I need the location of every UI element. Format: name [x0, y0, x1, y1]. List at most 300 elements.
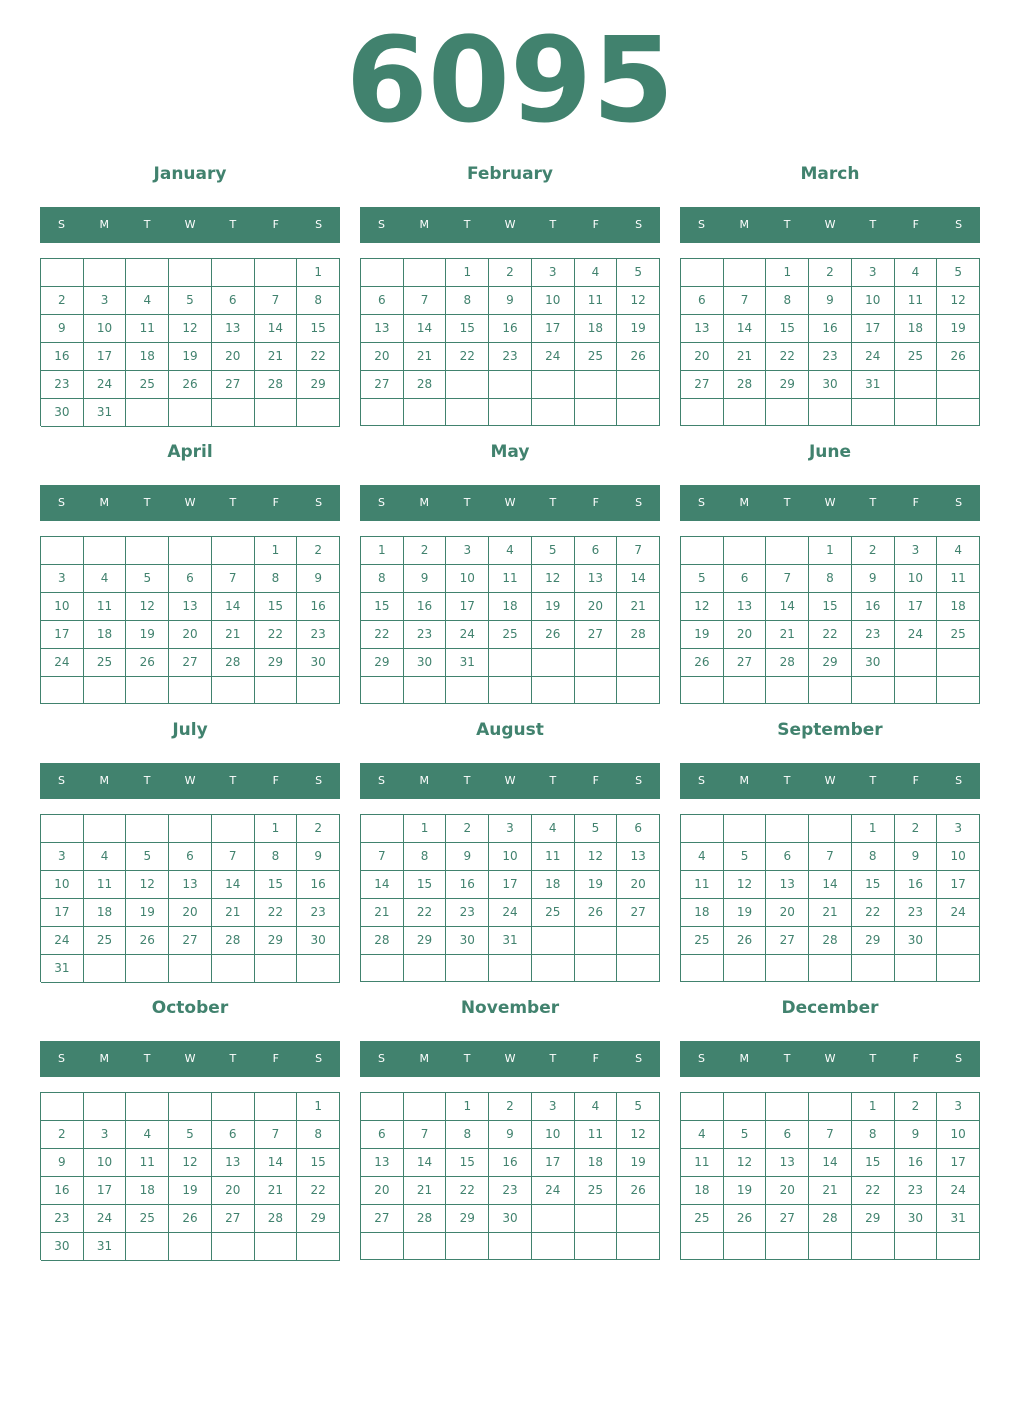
weekday-label: T: [783, 218, 791, 231]
empty-day-cell: [255, 1093, 298, 1121]
day-cell: 16: [41, 1177, 84, 1205]
weekday-label: S: [315, 218, 323, 231]
day-cell: 27: [169, 927, 212, 955]
empty-day-cell: [361, 399, 404, 426]
day-cell: 21: [361, 899, 404, 927]
weekday-header: [40, 763, 340, 799]
day-cell: 21: [809, 899, 852, 927]
empty-day-cell: [169, 1093, 212, 1121]
day-cell: 16: [809, 315, 852, 343]
day-cell: 26: [575, 899, 618, 927]
day-cell: 5: [724, 1121, 767, 1149]
empty-day-cell: [766, 815, 809, 843]
day-cell: 6: [575, 537, 618, 565]
empty-day-cell: [361, 259, 404, 287]
weekday-label: F: [912, 496, 919, 509]
weekday-label: M: [419, 1052, 430, 1065]
weekday-label: S: [315, 1052, 323, 1065]
day-cell: 11: [575, 1121, 618, 1149]
day-cell: 20: [212, 343, 255, 371]
weekday-label: S: [57, 1052, 65, 1065]
day-cell: 11: [532, 843, 575, 871]
day-cell: 29: [852, 927, 895, 955]
empty-day-cell: [404, 259, 447, 287]
empty-day-cell: [404, 1093, 447, 1121]
day-cell: 16: [297, 871, 340, 899]
day-cell: 20: [681, 343, 724, 371]
day-cell: 8: [852, 843, 895, 871]
weekday-header: [680, 763, 980, 799]
weekday-label: S: [635, 774, 643, 787]
day-cell: 8: [297, 287, 340, 315]
empty-day-cell: [532, 399, 575, 426]
day-cell: 8: [446, 1121, 489, 1149]
day-cell: 4: [489, 537, 532, 565]
day-cell: 11: [895, 287, 938, 315]
day-cell: 22: [766, 343, 809, 371]
day-cell: 7: [212, 843, 255, 871]
empty-day-cell: [126, 259, 169, 287]
day-cell: 3: [41, 565, 84, 593]
weekday-label: T: [463, 496, 471, 509]
empty-day-cell: [681, 399, 724, 426]
day-cell: 15: [255, 593, 298, 621]
empty-day-cell: [212, 1233, 255, 1261]
day-cell: 22: [361, 621, 404, 649]
empty-day-cell: [169, 1233, 212, 1261]
day-cell: 30: [895, 927, 938, 955]
empty-day-cell: [937, 649, 980, 677]
day-cell: 28: [809, 1205, 852, 1233]
empty-day-cell: [169, 677, 212, 704]
day-cell: 19: [575, 871, 618, 899]
day-cell: 31: [41, 955, 84, 983]
day-cell: 14: [255, 315, 298, 343]
day-cell: 31: [852, 371, 895, 399]
empty-day-cell: [126, 1233, 169, 1261]
weekday-label: M: [419, 774, 430, 787]
weekday-label: S: [697, 496, 705, 509]
weekday-label: T: [229, 496, 237, 509]
weekday-label: T: [869, 774, 877, 787]
day-cell: 9: [41, 1149, 84, 1177]
day-cell: 17: [937, 1149, 980, 1177]
day-cell: 19: [532, 593, 575, 621]
day-cell: 5: [724, 843, 767, 871]
day-cell: 14: [724, 315, 767, 343]
weekday-label: W: [504, 218, 516, 231]
day-cell: 6: [681, 287, 724, 315]
day-cell: 28: [255, 1205, 298, 1233]
day-cell: 11: [937, 565, 980, 593]
day-cell: 6: [617, 815, 660, 843]
empty-day-cell: [255, 399, 298, 427]
day-cell: 20: [575, 593, 618, 621]
empty-day-cell: [255, 259, 298, 287]
day-cell: 17: [937, 871, 980, 899]
day-cell: 3: [852, 259, 895, 287]
weekday-label: T: [463, 218, 471, 231]
empty-day-cell: [766, 537, 809, 565]
day-cell: 31: [937, 1205, 980, 1233]
day-cell: 3: [84, 287, 127, 315]
day-cell: 1: [297, 259, 340, 287]
day-cell: 6: [766, 1121, 809, 1149]
day-cell: 25: [489, 621, 532, 649]
day-cell: 30: [489, 1205, 532, 1233]
day-cell: 12: [617, 287, 660, 315]
empty-day-cell: [617, 649, 660, 677]
weekday-label: S: [635, 1052, 643, 1065]
empty-day-cell: [617, 1205, 660, 1233]
day-cell: 24: [937, 1177, 980, 1205]
weekday-label: T: [869, 1052, 877, 1065]
day-cell: 11: [575, 287, 618, 315]
day-cell: 23: [446, 899, 489, 927]
day-cell: 19: [617, 315, 660, 343]
empty-day-cell: [404, 955, 447, 982]
day-grid: [40, 536, 340, 704]
day-cell: 2: [895, 815, 938, 843]
day-cell: 13: [617, 843, 660, 871]
day-cell: 14: [766, 593, 809, 621]
weekday-label: F: [912, 218, 919, 231]
empty-day-cell: [895, 677, 938, 704]
day-cell: 29: [255, 649, 298, 677]
empty-day-cell: [617, 399, 660, 426]
day-cell: 28: [617, 621, 660, 649]
empty-day-cell: [297, 955, 340, 983]
day-cell: 18: [84, 899, 127, 927]
day-cell: 30: [809, 371, 852, 399]
day-cell: 15: [361, 593, 404, 621]
weekday-header: [360, 1041, 660, 1077]
day-cell: 5: [126, 565, 169, 593]
empty-day-cell: [724, 259, 767, 287]
day-cell: 23: [297, 621, 340, 649]
day-cell: 22: [809, 621, 852, 649]
empty-day-cell: [169, 259, 212, 287]
day-cell: 18: [895, 315, 938, 343]
month-name: June: [808, 442, 852, 462]
day-cell: 12: [575, 843, 618, 871]
empty-day-cell: [84, 677, 127, 704]
empty-day-cell: [617, 677, 660, 704]
day-cell: 6: [169, 843, 212, 871]
empty-day-cell: [361, 955, 404, 982]
month-name: July: [172, 720, 208, 740]
day-cell: 26: [724, 1205, 767, 1233]
day-cell: 25: [681, 1205, 724, 1233]
empty-day-cell: [126, 537, 169, 565]
empty-day-cell: [404, 399, 447, 426]
day-cell: 5: [126, 843, 169, 871]
weekday-label: T: [463, 1052, 471, 1065]
day-cell: 10: [489, 843, 532, 871]
day-cell: 5: [617, 259, 660, 287]
month-name: September: [777, 720, 883, 740]
day-cell: 30: [404, 649, 447, 677]
day-cell: 25: [575, 1177, 618, 1205]
day-cell: 1: [297, 1093, 340, 1121]
day-cell: 6: [212, 1121, 255, 1149]
empty-day-cell: [212, 259, 255, 287]
day-cell: 3: [532, 259, 575, 287]
day-cell: 14: [617, 565, 660, 593]
empty-day-cell: [766, 677, 809, 704]
day-cell: 9: [297, 843, 340, 871]
empty-day-cell: [617, 371, 660, 399]
day-cell: 6: [724, 565, 767, 593]
day-cell: 21: [255, 1177, 298, 1205]
day-cell: 1: [852, 1093, 895, 1121]
day-cell: 28: [404, 1205, 447, 1233]
day-cell: 24: [84, 371, 127, 399]
day-cell: 16: [489, 315, 532, 343]
empty-day-cell: [724, 677, 767, 704]
empty-day-cell: [212, 537, 255, 565]
day-cell: 10: [84, 315, 127, 343]
empty-day-cell: [489, 955, 532, 982]
day-cell: 12: [532, 565, 575, 593]
day-cell: 13: [212, 315, 255, 343]
day-cell: 27: [575, 621, 618, 649]
weekday-label: F: [592, 218, 599, 231]
day-cell: 16: [895, 1149, 938, 1177]
day-cell: 14: [212, 871, 255, 899]
day-cell: 17: [84, 1177, 127, 1205]
empty-day-cell: [617, 927, 660, 955]
day-cell: 18: [532, 871, 575, 899]
day-cell: 29: [404, 927, 447, 955]
day-cell: 23: [404, 621, 447, 649]
year-title: 6095: [345, 11, 675, 149]
day-cell: 11: [126, 1149, 169, 1177]
weekday-label: F: [272, 1052, 279, 1065]
day-cell: 10: [41, 871, 84, 899]
day-cell: 21: [212, 621, 255, 649]
weekday-label: S: [697, 774, 705, 787]
day-cell: 30: [297, 927, 340, 955]
day-cell: 2: [852, 537, 895, 565]
empty-day-cell: [489, 677, 532, 704]
day-cell: 3: [489, 815, 532, 843]
day-cell: 11: [84, 871, 127, 899]
weekday-label: W: [504, 774, 516, 787]
weekday-label: T: [229, 218, 237, 231]
day-cell: 18: [489, 593, 532, 621]
day-cell: 13: [361, 315, 404, 343]
day-cell: 20: [361, 343, 404, 371]
empty-day-cell: [255, 677, 298, 704]
empty-day-cell: [575, 1233, 618, 1260]
empty-day-cell: [446, 677, 489, 704]
day-cell: 24: [937, 899, 980, 927]
day-cell: 5: [169, 287, 212, 315]
empty-day-cell: [446, 1233, 489, 1260]
day-cell: 29: [446, 1205, 489, 1233]
empty-day-cell: [41, 677, 84, 704]
empty-day-cell: [297, 1233, 340, 1261]
day-cell: 29: [255, 927, 298, 955]
day-cell: 27: [724, 649, 767, 677]
empty-day-cell: [766, 399, 809, 426]
weekday-label: S: [377, 1052, 385, 1065]
day-cell: 9: [809, 287, 852, 315]
day-cell: 5: [169, 1121, 212, 1149]
day-cell: 24: [895, 621, 938, 649]
day-cell: 21: [766, 621, 809, 649]
month-name: August: [476, 720, 544, 740]
day-cell: 23: [41, 371, 84, 399]
day-cell: 2: [41, 287, 84, 315]
day-cell: 4: [895, 259, 938, 287]
day-cell: 13: [169, 871, 212, 899]
day-grid: [40, 258, 340, 426]
day-cell: 10: [895, 565, 938, 593]
day-cell: 8: [766, 287, 809, 315]
month-name: April: [167, 442, 213, 462]
empty-day-cell: [809, 955, 852, 982]
day-cell: 5: [681, 565, 724, 593]
day-cell: 13: [361, 1149, 404, 1177]
weekday-header: [40, 207, 340, 243]
empty-day-cell: [809, 1233, 852, 1260]
day-cell: 27: [766, 927, 809, 955]
empty-day-cell: [489, 399, 532, 426]
day-cell: 9: [404, 565, 447, 593]
day-cell: 2: [297, 815, 340, 843]
empty-day-cell: [404, 677, 447, 704]
empty-day-cell: [84, 955, 127, 983]
weekday-label: T: [869, 496, 877, 509]
day-cell: 3: [937, 815, 980, 843]
day-cell: 23: [297, 899, 340, 927]
empty-day-cell: [937, 371, 980, 399]
day-cell: 17: [489, 871, 532, 899]
weekday-label: F: [272, 218, 279, 231]
day-cell: 16: [446, 871, 489, 899]
day-cell: 22: [852, 899, 895, 927]
day-grid: [40, 814, 340, 982]
day-cell: 27: [361, 371, 404, 399]
weekday-label: T: [143, 496, 151, 509]
day-cell: 17: [41, 899, 84, 927]
weekday-label: S: [635, 218, 643, 231]
day-cell: 30: [41, 399, 84, 427]
day-cell: 22: [255, 621, 298, 649]
empty-day-cell: [937, 399, 980, 426]
empty-day-cell: [361, 677, 404, 704]
day-cell: 5: [617, 1093, 660, 1121]
empty-day-cell: [169, 537, 212, 565]
day-cell: 8: [809, 565, 852, 593]
day-cell: 15: [766, 315, 809, 343]
day-cell: 12: [126, 593, 169, 621]
day-cell: 7: [617, 537, 660, 565]
day-cell: 25: [532, 899, 575, 927]
day-cell: 18: [937, 593, 980, 621]
empty-day-cell: [41, 537, 84, 565]
day-cell: 18: [681, 899, 724, 927]
weekday-header: [360, 763, 660, 799]
day-cell: 4: [532, 815, 575, 843]
day-cell: 1: [852, 815, 895, 843]
day-cell: 3: [532, 1093, 575, 1121]
day-cell: 4: [126, 287, 169, 315]
day-cell: 16: [895, 871, 938, 899]
day-cell: 29: [852, 1205, 895, 1233]
weekday-label: T: [549, 218, 557, 231]
empty-day-cell: [575, 927, 618, 955]
day-cell: 2: [41, 1121, 84, 1149]
weekday-label: W: [504, 496, 516, 509]
day-cell: 14: [809, 1149, 852, 1177]
empty-day-cell: [297, 677, 340, 704]
empty-day-cell: [724, 815, 767, 843]
day-cell: 10: [41, 593, 84, 621]
month-name: January: [153, 164, 227, 184]
empty-day-cell: [852, 1233, 895, 1260]
empty-day-cell: [532, 371, 575, 399]
empty-day-cell: [41, 1093, 84, 1121]
day-cell: 12: [126, 871, 169, 899]
weekday-label: T: [783, 1052, 791, 1065]
empty-day-cell: [852, 399, 895, 426]
day-cell: 1: [255, 815, 298, 843]
day-cell: 12: [617, 1121, 660, 1149]
weekday-label: W: [504, 1052, 516, 1065]
day-cell: 23: [489, 343, 532, 371]
day-cell: 18: [126, 343, 169, 371]
weekday-label: S: [377, 218, 385, 231]
weekday-label: T: [143, 774, 151, 787]
day-cell: 16: [41, 343, 84, 371]
day-cell: 11: [681, 1149, 724, 1177]
day-cell: 25: [84, 927, 127, 955]
empty-day-cell: [212, 399, 255, 427]
empty-day-cell: [681, 677, 724, 704]
empty-day-cell: [446, 399, 489, 426]
empty-day-cell: [575, 371, 618, 399]
day-cell: 15: [446, 315, 489, 343]
day-cell: 23: [895, 1177, 938, 1205]
weekday-label: S: [955, 218, 963, 231]
day-cell: 25: [937, 621, 980, 649]
day-cell: 4: [575, 1093, 618, 1121]
empty-day-cell: [681, 955, 724, 982]
weekday-label: T: [549, 1052, 557, 1065]
day-cell: 27: [361, 1205, 404, 1233]
empty-day-cell: [895, 1233, 938, 1260]
day-cell: 26: [126, 927, 169, 955]
day-cell: 7: [724, 287, 767, 315]
day-cell: 9: [446, 843, 489, 871]
day-cell: 2: [489, 259, 532, 287]
day-cell: 26: [617, 343, 660, 371]
weekday-label: T: [869, 218, 877, 231]
weekday-label: T: [143, 1052, 151, 1065]
empty-day-cell: [126, 677, 169, 704]
day-cell: 23: [41, 1205, 84, 1233]
empty-day-cell: [809, 399, 852, 426]
day-cell: 24: [41, 927, 84, 955]
day-cell: 20: [361, 1177, 404, 1205]
empty-day-cell: [212, 1093, 255, 1121]
day-cell: 22: [446, 1177, 489, 1205]
empty-day-cell: [41, 815, 84, 843]
day-cell: 14: [404, 315, 447, 343]
